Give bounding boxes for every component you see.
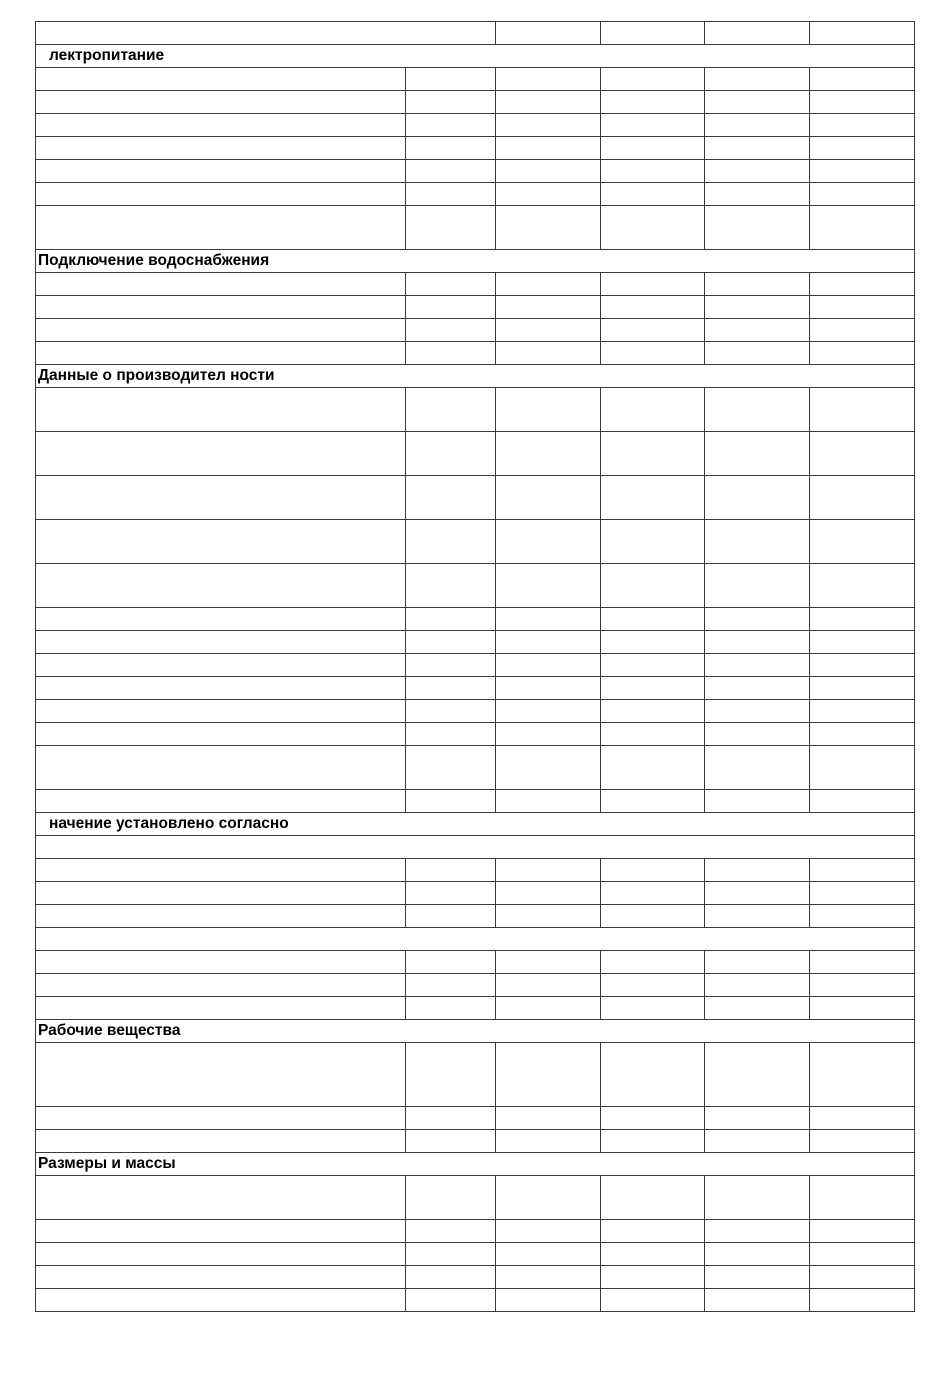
value-cell [810, 432, 915, 476]
value-cell [601, 564, 705, 608]
value-cell [406, 997, 496, 1020]
value-cell [406, 520, 496, 564]
table-row [36, 723, 915, 746]
value-cell [496, 476, 601, 520]
table-row [36, 997, 915, 1020]
value-cell [406, 723, 496, 746]
value-cell [496, 114, 601, 137]
section-title: Подключение водоснабжения [36, 250, 915, 273]
table-row [36, 319, 915, 342]
header-cell [36, 22, 496, 45]
table-row [36, 564, 915, 608]
value-cell [810, 1243, 915, 1266]
value-cell [705, 564, 810, 608]
value-cell [601, 160, 705, 183]
value-cell [705, 520, 810, 564]
value-cell [810, 746, 915, 790]
value-cell [406, 700, 496, 723]
value-cell [705, 388, 810, 432]
value-cell [810, 206, 915, 250]
table-row [36, 859, 915, 882]
value-cell [810, 974, 915, 997]
value-cell [496, 905, 601, 928]
value-cell [705, 160, 810, 183]
value-cell [705, 905, 810, 928]
table-row [36, 951, 915, 974]
value-cell [496, 974, 601, 997]
section-header-row [36, 813, 915, 836]
value-cell [810, 1289, 915, 1312]
label-cell [36, 388, 406, 432]
value-cell [406, 206, 496, 250]
value-cell [705, 114, 810, 137]
table-row [36, 114, 915, 137]
value-cell [406, 137, 496, 160]
label-cell [36, 723, 406, 746]
value-cell [810, 905, 915, 928]
value-cell [601, 342, 705, 365]
label-cell [36, 654, 406, 677]
value-cell [705, 859, 810, 882]
value-cell [406, 183, 496, 206]
label-cell [36, 997, 406, 1020]
value-cell [810, 183, 915, 206]
value-cell [496, 1266, 601, 1289]
value-cell [496, 1107, 601, 1130]
value-cell [601, 654, 705, 677]
value-cell [601, 296, 705, 319]
value-cell [601, 790, 705, 813]
value-cell [705, 296, 810, 319]
header-cell [496, 22, 601, 45]
label-cell [36, 905, 406, 928]
value-cell [810, 700, 915, 723]
value-cell [406, 388, 496, 432]
table-row [36, 273, 915, 296]
label-cell [36, 91, 406, 114]
value-cell [705, 342, 810, 365]
value-cell [705, 1266, 810, 1289]
label-cell [36, 746, 406, 790]
value-cell [496, 608, 601, 631]
value-cell [810, 882, 915, 905]
label-cell [36, 1176, 406, 1220]
label-cell [36, 974, 406, 997]
value-cell [496, 1289, 601, 1312]
value-cell [601, 388, 705, 432]
value-cell [496, 997, 601, 1020]
value-cell [406, 882, 496, 905]
table-row [36, 1243, 915, 1266]
section-header-row [36, 45, 915, 68]
value-cell [705, 1043, 810, 1107]
section-header-row [36, 250, 915, 273]
value-cell [810, 520, 915, 564]
value-cell [496, 1176, 601, 1220]
value-cell [705, 1220, 810, 1243]
value-cell [705, 1243, 810, 1266]
value-cell [601, 1220, 705, 1243]
value-cell [496, 342, 601, 365]
value-cell [496, 137, 601, 160]
value-cell [496, 91, 601, 114]
value-cell [406, 476, 496, 520]
value-cell [496, 700, 601, 723]
value-cell [810, 564, 915, 608]
value-cell [705, 882, 810, 905]
value-cell [705, 137, 810, 160]
value-cell [601, 631, 705, 654]
label-cell [36, 700, 406, 723]
value-cell [601, 746, 705, 790]
blank-row [36, 928, 915, 951]
value-cell [406, 1266, 496, 1289]
value-cell [810, 608, 915, 631]
label-cell [36, 137, 406, 160]
table-row [36, 388, 915, 432]
value-cell [496, 1043, 601, 1107]
label-cell [36, 564, 406, 608]
value-cell [705, 273, 810, 296]
value-cell [810, 1130, 915, 1153]
label-cell [36, 882, 406, 905]
table-row [36, 905, 915, 928]
header-cell [810, 22, 915, 45]
value-cell [601, 1176, 705, 1220]
table-row [36, 160, 915, 183]
table-row [36, 1289, 915, 1312]
value-cell [601, 183, 705, 206]
label-cell [36, 1107, 406, 1130]
label-cell [36, 1243, 406, 1266]
table-row [36, 631, 915, 654]
value-cell [601, 520, 705, 564]
value-cell [406, 68, 496, 91]
value-cell [601, 114, 705, 137]
value-cell [705, 476, 810, 520]
value-cell [810, 160, 915, 183]
table-row [36, 476, 915, 520]
blank-row [36, 836, 915, 859]
value-cell [601, 91, 705, 114]
section-title: Рабочие вещества [36, 1020, 915, 1043]
header-cell [705, 22, 810, 45]
value-cell [810, 342, 915, 365]
value-cell [810, 677, 915, 700]
value-cell [406, 296, 496, 319]
label-cell [36, 1043, 406, 1107]
value-cell [810, 1266, 915, 1289]
value-cell [406, 1043, 496, 1107]
label-cell [36, 1130, 406, 1153]
value-cell [406, 1130, 496, 1153]
value-cell [810, 91, 915, 114]
value-cell [406, 974, 496, 997]
value-cell [601, 608, 705, 631]
label-cell [36, 631, 406, 654]
value-cell [496, 951, 601, 974]
label-cell [36, 608, 406, 631]
value-cell [705, 432, 810, 476]
value-cell [601, 137, 705, 160]
label-cell [36, 1266, 406, 1289]
value-cell [406, 1243, 496, 1266]
value-cell [810, 951, 915, 974]
value-cell [496, 388, 601, 432]
label-cell [36, 432, 406, 476]
value-cell [601, 1107, 705, 1130]
value-cell [705, 1176, 810, 1220]
label-cell [36, 951, 406, 974]
value-cell [601, 1130, 705, 1153]
value-cell [705, 608, 810, 631]
label-cell [36, 1220, 406, 1243]
label-cell [36, 790, 406, 813]
table-row [36, 608, 915, 631]
label-cell [36, 160, 406, 183]
value-cell [705, 631, 810, 654]
value-cell [406, 608, 496, 631]
value-cell [705, 974, 810, 997]
value-cell [601, 677, 705, 700]
value-cell [601, 905, 705, 928]
value-cell [601, 951, 705, 974]
section-title: Данные о производител ности [36, 365, 915, 388]
value-cell [406, 951, 496, 974]
value-cell [705, 677, 810, 700]
section-title: лектропитание [36, 45, 915, 68]
table-row [36, 654, 915, 677]
blank-cell [36, 836, 915, 859]
value-cell [601, 68, 705, 91]
table-row [36, 1266, 915, 1289]
label-cell [36, 206, 406, 250]
value-cell [406, 114, 496, 137]
value-cell [496, 1243, 601, 1266]
table-row [36, 91, 915, 114]
table-row [36, 974, 915, 997]
label-cell [36, 273, 406, 296]
table-row [36, 1176, 915, 1220]
table-row [36, 790, 915, 813]
table-row [36, 700, 915, 723]
value-cell [705, 790, 810, 813]
value-cell [406, 677, 496, 700]
value-cell [406, 905, 496, 928]
value-cell [705, 997, 810, 1020]
value-cell [601, 1266, 705, 1289]
value-cell [810, 319, 915, 342]
value-cell [496, 206, 601, 250]
header-row [36, 22, 915, 45]
value-cell [705, 68, 810, 91]
value-cell [496, 654, 601, 677]
value-cell [810, 1043, 915, 1107]
value-cell [810, 723, 915, 746]
value-cell [406, 1107, 496, 1130]
section-header-row [36, 1020, 915, 1043]
value-cell [601, 273, 705, 296]
value-cell [810, 476, 915, 520]
table-row [36, 677, 915, 700]
value-cell [406, 273, 496, 296]
label-cell [36, 68, 406, 91]
table-row [36, 137, 915, 160]
value-cell [496, 520, 601, 564]
value-cell [705, 91, 810, 114]
value-cell [601, 882, 705, 905]
section-header-row [36, 365, 915, 388]
value-cell [705, 206, 810, 250]
value-cell [601, 723, 705, 746]
value-cell [496, 1130, 601, 1153]
value-cell [496, 296, 601, 319]
label-cell [36, 859, 406, 882]
value-cell [496, 564, 601, 608]
value-cell [705, 1289, 810, 1312]
value-cell [496, 273, 601, 296]
value-cell [496, 790, 601, 813]
value-cell [601, 1243, 705, 1266]
value-cell [601, 1289, 705, 1312]
table-row [36, 432, 915, 476]
value-cell [406, 319, 496, 342]
value-cell [406, 746, 496, 790]
value-cell [601, 859, 705, 882]
table-row [36, 183, 915, 206]
value-cell [496, 882, 601, 905]
value-cell [601, 319, 705, 342]
section-title: Размеры и массы [36, 1153, 915, 1176]
value-cell [810, 296, 915, 319]
section-title: начение установлено согласно [36, 813, 915, 836]
value-cell [810, 790, 915, 813]
table-row [36, 882, 915, 905]
value-cell [496, 319, 601, 342]
table-row [36, 68, 915, 91]
table-row [36, 520, 915, 564]
value-cell [496, 677, 601, 700]
value-cell [601, 700, 705, 723]
value-cell [496, 631, 601, 654]
datasheet-table [35, 21, 915, 1312]
value-cell [810, 1220, 915, 1243]
table-row [36, 746, 915, 790]
value-cell [810, 68, 915, 91]
table-row [36, 1043, 915, 1107]
value-cell [705, 723, 810, 746]
value-cell [705, 746, 810, 790]
value-cell [705, 700, 810, 723]
value-cell [406, 91, 496, 114]
value-cell [406, 160, 496, 183]
value-cell [406, 1176, 496, 1220]
value-cell [496, 723, 601, 746]
value-cell [601, 476, 705, 520]
value-cell [601, 432, 705, 476]
value-cell [601, 206, 705, 250]
value-cell [496, 160, 601, 183]
value-cell [705, 1107, 810, 1130]
value-cell [810, 859, 915, 882]
value-cell [406, 859, 496, 882]
value-cell [406, 1220, 496, 1243]
label-cell [36, 1289, 406, 1312]
value-cell [705, 183, 810, 206]
value-cell [705, 1130, 810, 1153]
value-cell [406, 1289, 496, 1312]
value-cell [406, 654, 496, 677]
value-cell [705, 319, 810, 342]
table-row [36, 206, 915, 250]
table-row [36, 296, 915, 319]
value-cell [810, 137, 915, 160]
value-cell [496, 859, 601, 882]
table-row [36, 1220, 915, 1243]
value-cell [496, 68, 601, 91]
label-cell [36, 114, 406, 137]
label-cell [36, 296, 406, 319]
table-row [36, 1130, 915, 1153]
label-cell [36, 319, 406, 342]
value-cell [705, 654, 810, 677]
value-cell [601, 974, 705, 997]
value-cell [810, 273, 915, 296]
value-cell [705, 951, 810, 974]
blank-cell [36, 928, 915, 951]
header-cell [601, 22, 705, 45]
section-header-row [36, 1153, 915, 1176]
label-cell [36, 183, 406, 206]
value-cell [810, 654, 915, 677]
value-cell [601, 997, 705, 1020]
value-cell [601, 1043, 705, 1107]
label-cell [36, 476, 406, 520]
value-cell [496, 432, 601, 476]
value-cell [406, 631, 496, 654]
value-cell [406, 432, 496, 476]
value-cell [810, 997, 915, 1020]
label-cell [36, 520, 406, 564]
value-cell [496, 183, 601, 206]
table-row [36, 342, 915, 365]
value-cell [810, 114, 915, 137]
label-cell [36, 677, 406, 700]
table-row [36, 1107, 915, 1130]
value-cell [810, 388, 915, 432]
value-cell [810, 1107, 915, 1130]
value-cell [496, 1220, 601, 1243]
value-cell [406, 790, 496, 813]
value-cell [496, 746, 601, 790]
value-cell [406, 342, 496, 365]
value-cell [406, 564, 496, 608]
value-cell [810, 631, 915, 654]
value-cell [810, 1176, 915, 1220]
label-cell [36, 342, 406, 365]
